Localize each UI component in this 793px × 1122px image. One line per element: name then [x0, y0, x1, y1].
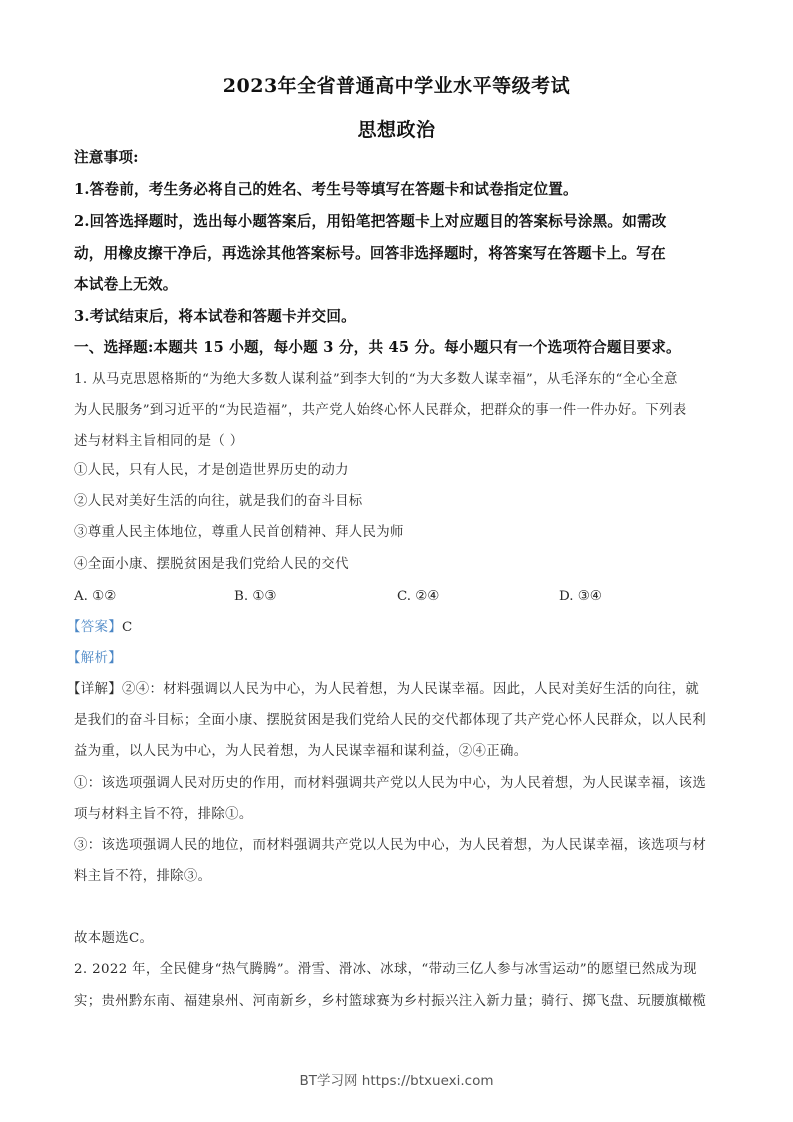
notice-item-3: 3.考试结束后，将本试卷和答题卡并交回。	[74, 308, 356, 325]
notice-heading: 注意事项:	[74, 149, 139, 166]
q1-stem-line-1: 1. 从马克思恩格斯的“为绝大多数人谋利益”到李大钊的“为大多数人谋幸福”，从毛泽东的“全心全意	[74, 372, 678, 387]
q1-detail-line-5: 项与材料主旨不符，排除①。	[74, 807, 253, 822]
q1-detail-line-4: ①：该选项强调人民对历史的作用，而材料强调共产党以人民为中心，为人民着想，为人民谋幸福，该选	[74, 776, 707, 791]
site-watermark-footer: BT学习网 https://btxuexi.com	[299, 1073, 494, 1089]
q1-answer	[67, 617, 717, 639]
exam-subject: 思想政治	[357, 119, 436, 141]
detail-tag: 【详解】	[67, 682, 122, 697]
q1-conclusion: 故本题选C。	[74, 931, 154, 946]
notice-item-1: 1.答卷前，考生务必将自己的姓名、考生号等填写在答题卡和试卷指定位置。	[74, 181, 578, 198]
analysis-tag: 【解析】	[67, 651, 122, 666]
q2-stem-line-1: 2. 2022 年，全民健身“热气腾腾”。滑雪、滑冰、冰球，“带动三亿人参与冰雪运动”的愿望已然成为现	[74, 962, 697, 977]
detail-text: ②④：材料强调以人民为中心，为人民着想，为人民谋幸福。因此，人民对美好生活的向往，就	[121, 682, 700, 697]
answer-tag: 【答案】	[67, 620, 122, 635]
section-heading: 一、选择题:本题共 15 小题，每小题 3 分，共 45 分。每小题只有一个选项符合题目要求。	[74, 339, 681, 356]
q1-choice-b: B. ①③	[234, 589, 277, 604]
q1-choice-c: C. ②④	[397, 589, 440, 604]
notice-item-2-cont: 动，用橡皮擦干净后，再选涂其他答案标号。回答非选择题时，将答案写在答题卡上。写在	[74, 245, 666, 262]
q1-detail-line-3: 益为重，以人民为中心，为人民着想，为人民谋幸福和谋利益，②④正确。	[74, 744, 528, 759]
q1-stem-line-3: 述与材料主旨相同的是（ ）	[74, 434, 244, 449]
q1-choice-a: A. ①②	[74, 589, 117, 604]
q2-stem-line-2: 实；贵州黔东南、福建泉州、河南新乡，乡村篮球赛为乡村振兴注入新力量；骑行、掷飞盘、玩腰旗橄榄	[74, 994, 707, 1009]
q1-detail-line-7: 料主旨不符，排除③。	[74, 869, 212, 884]
q1-stem-line-2: 为人民服务”到习近平的“为民造福”，共产党人始终心怀人民群众，把群众的事一件一件办好。下列表	[74, 403, 687, 418]
notice-item-2-end: 本试卷上无效。	[74, 276, 178, 293]
q1-detail-line-1	[67, 679, 717, 701]
exam-title: 2023年全省普通高中学业水平等级考试	[222, 75, 571, 97]
q1-detail-line-6: ③：该选项强调人民的地位，而材料强调共产党以人民为中心，为人民着想，为人民谋幸福，该选项与材	[74, 838, 707, 853]
q1-statement-3: ③尊重人民主体地位，尊重人民首创精神、拜人民为师	[74, 525, 404, 540]
q1-statement-1: ①人民，只有人民，才是创造世界历史的动力	[74, 463, 349, 478]
q1-choice-d: D. ③④	[559, 589, 602, 604]
q1-analysis	[67, 648, 717, 670]
answer-value: C	[121, 620, 133, 635]
q1-detail-line-2: 是我们的奋斗目标；全面小康、摆脱贫困是我们党给人民的交代都体现了共产党心怀人民群众，以人民利	[74, 713, 707, 728]
q1-statement-4: ④全面小康、摆脱贫困是我们党给人民的交代	[74, 557, 349, 572]
notice-item-2: 2.回答选择题时，选出每小题答案后，用铅笔把答题卡上对应题目的答案标号涂黑。如需改	[74, 213, 667, 230]
q1-statement-2: ②人民对美好生活的向往，就是我们的奋斗目标	[74, 494, 363, 509]
